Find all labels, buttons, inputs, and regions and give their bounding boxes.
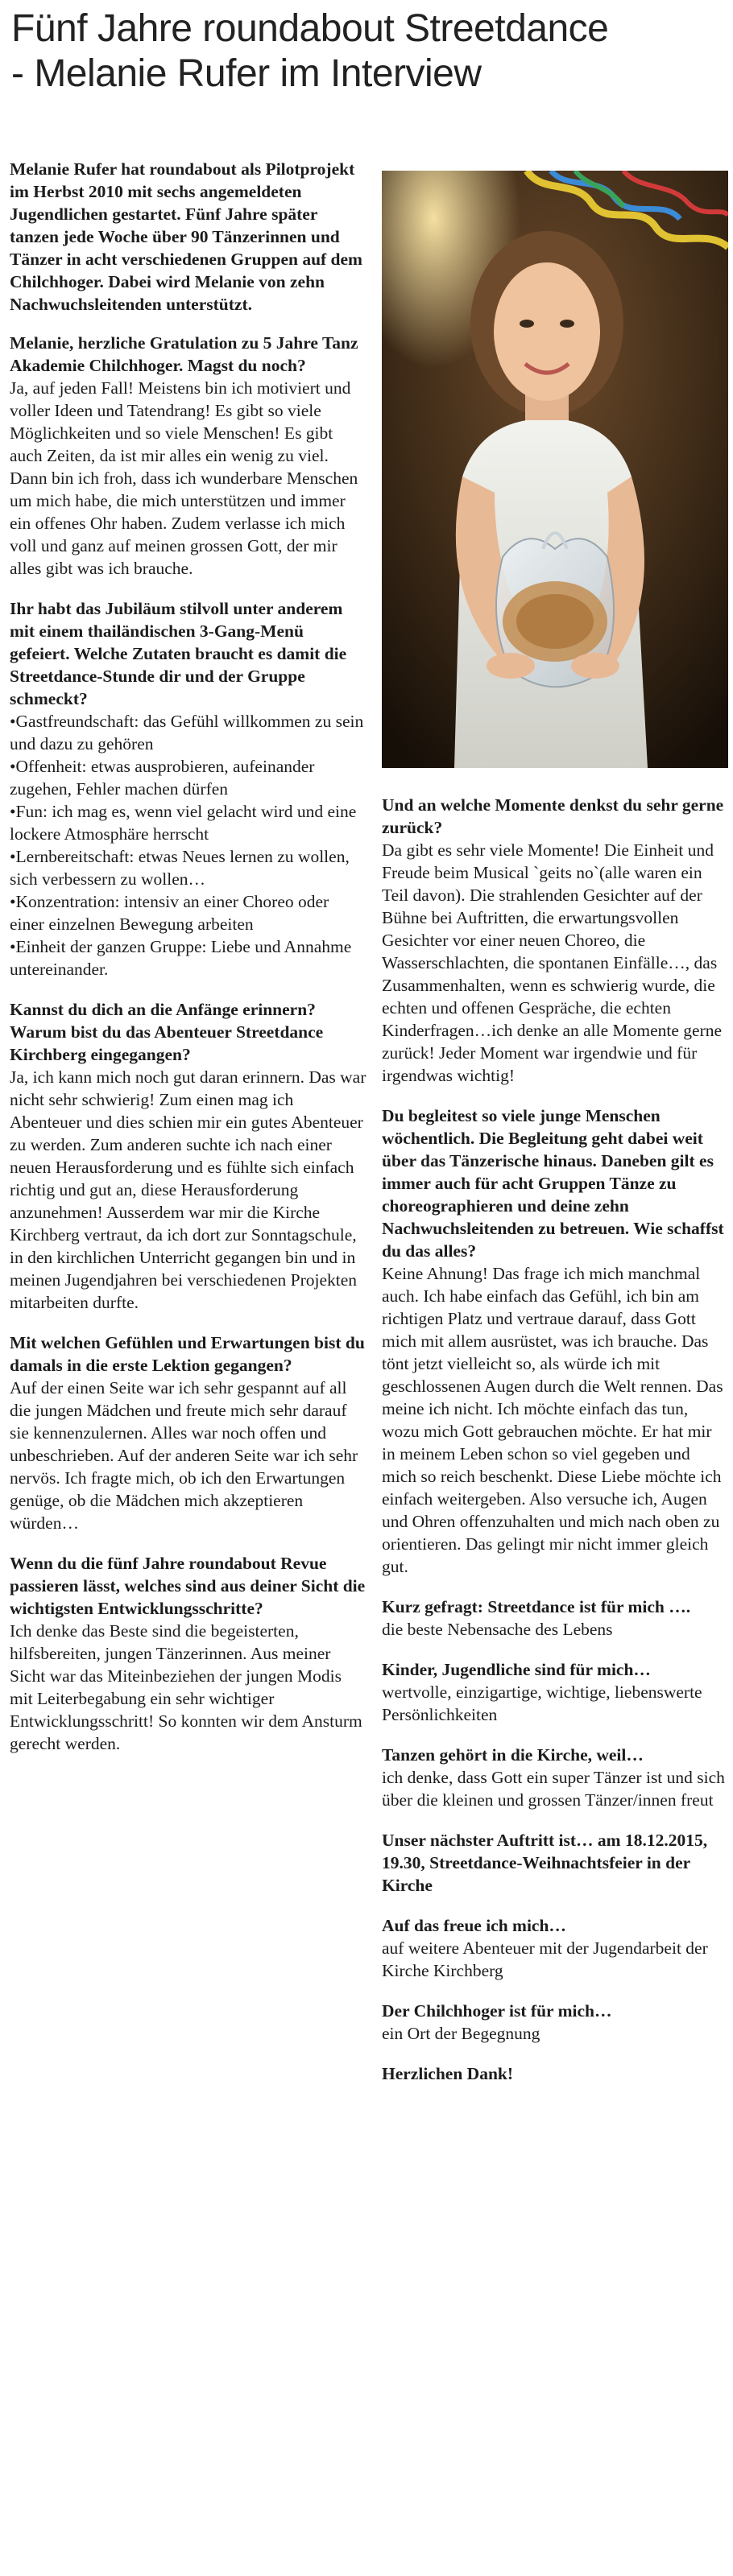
answer: wertvolle, einzigartige, wichtige, liebenswerte Persönlichkeiten [382, 1682, 702, 1724]
question: Der Chilchhoger ist für mich… [382, 2001, 612, 2021]
portrait-photo [382, 171, 728, 768]
answer: Auf der einen Seite war ich sehr gespannt auf all die jungen Mädchen und freute mich sehr darauf sie kennenzulernen. Alles war noch offen und unbeschrieben. Auf der anderen Seite war ich sehr nervös. Ich fragte mich, ob ich den Erwartungen genüge, ob die Mädchen mich akzeptieren würden… [10, 1378, 358, 1533]
interview-block-7 [382, 1104, 727, 1578]
short-question-2 [382, 1658, 727, 1726]
interview-block-3 [10, 998, 366, 1314]
list-item: •Fun: ich mag es, wenn viel gelacht wird und eine lockere Atmosphäre herrscht [10, 802, 357, 844]
question: Mit welchen Gefühlen und Erwartungen bist du damals in die erste Lektion gegangen? [10, 1333, 365, 1375]
interview-block-6 [382, 794, 727, 1087]
thanks-text: Herzlichen Dank! [382, 2064, 514, 2083]
interview-block-1 [10, 332, 366, 580]
question: Tanzen gehört in die Kirche, weil… [382, 1745, 644, 1765]
interview-block-5 [10, 1552, 366, 1755]
right-column [382, 794, 727, 2103]
ingredient-list [10, 710, 366, 980]
question: Kinder, Jugendliche sind für mich… [382, 1660, 651, 1679]
answer: die beste Nebensache des Lebens [382, 1620, 613, 1639]
list-item: •Gastfreundschaft: das Gefühl willkommen zu sein und dazu zu gehören [10, 712, 364, 753]
short-question-6 [382, 2000, 727, 2045]
answer: Ja, ich kann mich noch gut daran erinnern. Das war nicht sehr schwierig! Zum einen mag ich Abenteuer und dies schien mir ein gutes Abenteuer zu werden. Zum anderen suchte ich nach einer neuen Herausforderung und es fühlte sich einfach richtig und gut an, diese Herausforderung anzunehmen! Ausserdem war mir die Kirche Kirchberg vertraut, da ich dort zur Sonntagschule, in den kirchlichen Unterricht gegangen bin und in meinen Jugendjahren bei verschiedenen Projekten mitarbeiten durfte. [10, 1067, 366, 1312]
question: Ihr habt das Jubiläum stilvoll unter anderem mit einem thailändischen 3-Gang-Menü gefeiert. Welche Zutaten braucht es damit die Streetdance-Stunde dir und der Gruppe schmeckt? [10, 599, 347, 708]
question: Kurz gefragt: Streetdance ist für mich …. [382, 1597, 691, 1616]
question: Unser nächster Auftritt ist… am 18.12.2015, 19.30, Streetdance-Weihnachtsfeier in der Kirche [382, 1831, 708, 1895]
answer: Da gibt es sehr viele Momente! Die Einheit und Freude beim Musical `geits no`(alle waren ein Teil davon). Die strahlenden Gesichter auf der Bühne bei Auftritten, die erwartungsvollen Gesichter vor einer neuen Choreo, die Wasserschlachten, die spontanen Einfälle…, das Zusammenhalten, wenn es schwierig wurde, die echten und offenen Gespräche, die echten Kinderfragen…ich denke an alle Momente gerne zurück! Jeder Moment war irgendwie und für irgendwas wichtig! [382, 840, 723, 1085]
answer: ein Ort der Begegnung [382, 2024, 540, 2043]
question: Auf das freue ich mich… [382, 1916, 566, 1935]
answer: auf weitere Abenteuer mit der Jugendarbeit der Kirche Kirchberg [382, 1938, 708, 1980]
question: Wenn du die fünf Jahre roundabout Revue passieren lässt, welches sind aus deiner Sicht die wichtigsten Entwicklungsschritte? [10, 1554, 366, 1618]
question: Du begleitest so viele junge Menschen wöchentlich. Die Begleitung geht dabei weit über das Tänzerische hinaus. Daneben gilt es immer auch für acht Gruppen Tänze zu choreographieren und deine zehn Nachwuchsleitenden zu betreuen. Wie schaffst du das alles? [382, 1106, 724, 1261]
question: Kannst du dich an die Anfänge erinnern? Warum bist du das Abenteuer Streetdance Kirchberg eingegangen? [10, 1000, 324, 1064]
list-item: •Offenheit: etwas ausprobieren, aufeinander zugehen, Fehler machen dürfen [10, 757, 315, 799]
portrait-illustration [382, 171, 728, 768]
title-line-2: - Melanie Rufer im Interview [11, 52, 482, 95]
title-line-1: Fünf Jahre roundabout Streetdance [11, 7, 609, 50]
answer: Ich denke das Beste sind die begeisterten, hilfsbereiten, jungen Tänzerinnen. Aus meiner Sicht war das Miteinbeziehen der jungen Modis mit Leiterbegabung ein sehr wichtiger Entwicklungsschritt! So konnten wir dem Ansturm gerecht werden. [10, 1621, 362, 1753]
question: Und an welche Momente denkst du sehr gerne zurück? [382, 795, 724, 837]
intro-paragraph: Melanie Rufer hat roundabout als Pilotprojekt im Herbst 2010 mit sechs angemeldeten Jugendlichen gestartet. Fünf Jahre später tanzen jede Woche über 90 Tänzerinnen und Tänzer in acht verschiedenen Gruppen auf dem Chilchhoger. Dabei wird Melanie von zehn Nachwuchsleitenden unterstützt. [10, 159, 362, 314]
answer: Keine Ahnung! Das frage ich mich manchmal auch. Ich habe einfach das Gefühl, ich bin am richtigen Platz und vertraue darauf, dass Gott mich mit allem ausrüstet, was ich brauche. Das tönt jetzt vielleicht so, als würde ich mit geschlossenen Augen durch die Welt rennen. Das meine ich nicht. Ich möchte einfach das tun, wozu mich Gott gebrauchen möchte. Er hat mir in meinem Leben schon so viel gegeben und mich so reich beschenkt. Diese Liebe möchte ich einfach weitergeben. Also versuche ich, Augen und Ohren offenzuhalten und mich nach oben zu orientieren. Das gelingt mir nicht immer gleich gut. [382, 1264, 723, 1576]
answer: Ja, auf jeden Fall! Meistens bin ich motiviert und voller Ideen und Tatendrang! Es gibt so viele Möglichkeiten und so viele Menschen! Es gibt auch Zeiten, da ist mir alles ein wenig zu viel. Dann bin ich froh, dass ich wunderbare Menschen um mich habe, die mich unterstützen und immer ein offenes Ohr haben. Zudem verlasse ich mich voll und ganz auf meinen grossen Gott, der mir alles gibt was ich brauche. [10, 378, 358, 578]
page-title [11, 6, 728, 97]
list-item: •Einheit der ganzen Gruppe: Liebe und Annahme untereinander. [10, 937, 352, 979]
closing-thanks [382, 2062, 727, 2085]
short-question-3 [382, 1744, 727, 1811]
short-question-5 [382, 1914, 727, 1982]
interview-block-4 [10, 1331, 366, 1534]
left-column [10, 158, 366, 1773]
question: Melanie, herzliche Gratulation zu 5 Jahre Tanz Akademie Chilchhoger. Magst du noch? [10, 333, 358, 375]
short-question-4 [382, 1829, 727, 1897]
interview-block-2 [10, 597, 366, 980]
short-question-1 [382, 1596, 727, 1641]
answer: ich denke, dass Gott ein super Tänzer ist und sich über die kleinen und grossen Tänzer/innen freut [382, 1768, 725, 1810]
list-item: •Konzentration: intensiv an einer Choreo oder einer einzelnen Bewegung arbeiten [10, 892, 329, 934]
list-item: •Lernbereitschaft: etwas Neues lernen zu wollen, sich verbessern zu wollen… [10, 847, 350, 889]
